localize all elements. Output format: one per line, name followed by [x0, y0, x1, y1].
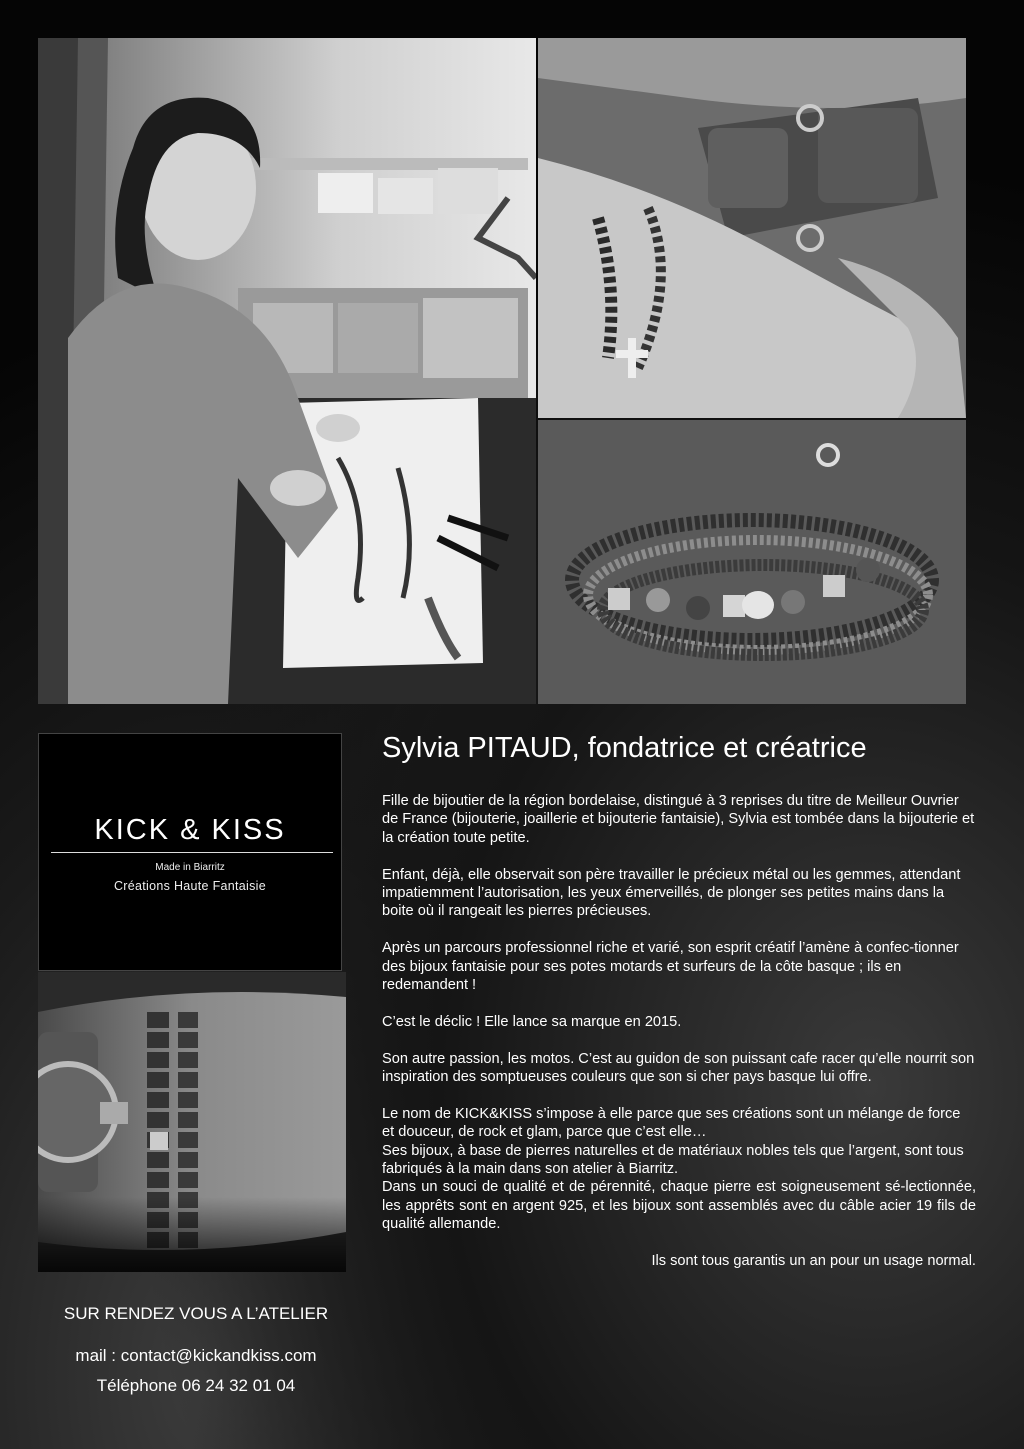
guarantee-note: Ils sont tous garantis un an pour un usage normal.	[651, 1253, 976, 1270]
paragraph-launch: C’est le déclic ! Elle lance sa marque en 2015.	[382, 1013, 682, 1030]
photo-watch-bracelets	[38, 972, 346, 1272]
contact-phone: Téléphone 06 24 32 01 04	[96, 1376, 296, 1395]
logo-divider	[51, 852, 333, 853]
logo-made-in: Made in Biarritz	[155, 862, 225, 873]
article-body	[382, 792, 976, 1289]
logo-brand-name: KICK & KISS	[94, 814, 286, 846]
brand-logo	[38, 733, 342, 971]
contact-block	[38, 1304, 354, 1396]
logo-tagline: Créations Haute Fantaisie	[113, 879, 267, 893]
paragraph-origin: Fille de bijoutier de la région bordelaise, distingué à 3 reprises du titre de Meilleur Ouvrier de France (bijouterie, joaillerie et bijouterie fantaisie), Sylvia est tombée dans la bijouterie et la création toute petite.	[382, 793, 975, 846]
photo-creator-at-workbench	[38, 38, 536, 704]
paragraph-childhood: Enfant, déjà, elle observait son père travailler le précieux métal ou les gemmes, attendant impatiemment l’autorisation, les yeux émerveillés, de plonger ses petites mains dans la boite où il rangeait les pierres précieuses.	[382, 866, 961, 920]
paragraph-passion: Son autre passion, les motos. C’est au guidon de son puissant cafe racer qu’elle nourrit son inspiration des somptueuses couleurs que son si cher pays basque lui offre.	[382, 1050, 975, 1086]
appointment-notice: SUR RENDEZ VOUS A L’ATELIER	[63, 1304, 329, 1323]
paragraph-career: Après un parcours professionnel riche et varié, son esprit créatif l’amène à confec-tionner des bijoux fantaisie pour ses potes motards et surfeurs de la côte basque ; ils en redemandent !	[382, 940, 959, 994]
contact-email: mail : contact@kickandkiss.com	[75, 1346, 317, 1365]
paragraph-quality: Dans un souci de qualité et de pérennité, chaque pierre est soigneusement sé-lectionnée, les apprêts sont en argent 925, et les bijoux sont assemblés avec du câble acier 19 fils de qualité allemande.	[382, 1179, 976, 1233]
article-headline: Sylvia PITAUD, fondatrice et créatrice	[382, 732, 867, 764]
paragraph-materials: Ses bijoux, à base de pierres naturelles et de matériaux nobles tels que l’argent, sont tous fabriqués à la main dans son atelier à Biarritz.	[382, 1142, 964, 1178]
photo-wrist-bracelets	[538, 38, 966, 418]
photo-bracelet-closeup	[538, 420, 966, 704]
paragraph-brand-name: Le nom de KICK&KISS s’impose à elle parce que ses créations sont un mélange de force et douceur, de rock et glam, parce que c’est elle…	[382, 1105, 961, 1141]
